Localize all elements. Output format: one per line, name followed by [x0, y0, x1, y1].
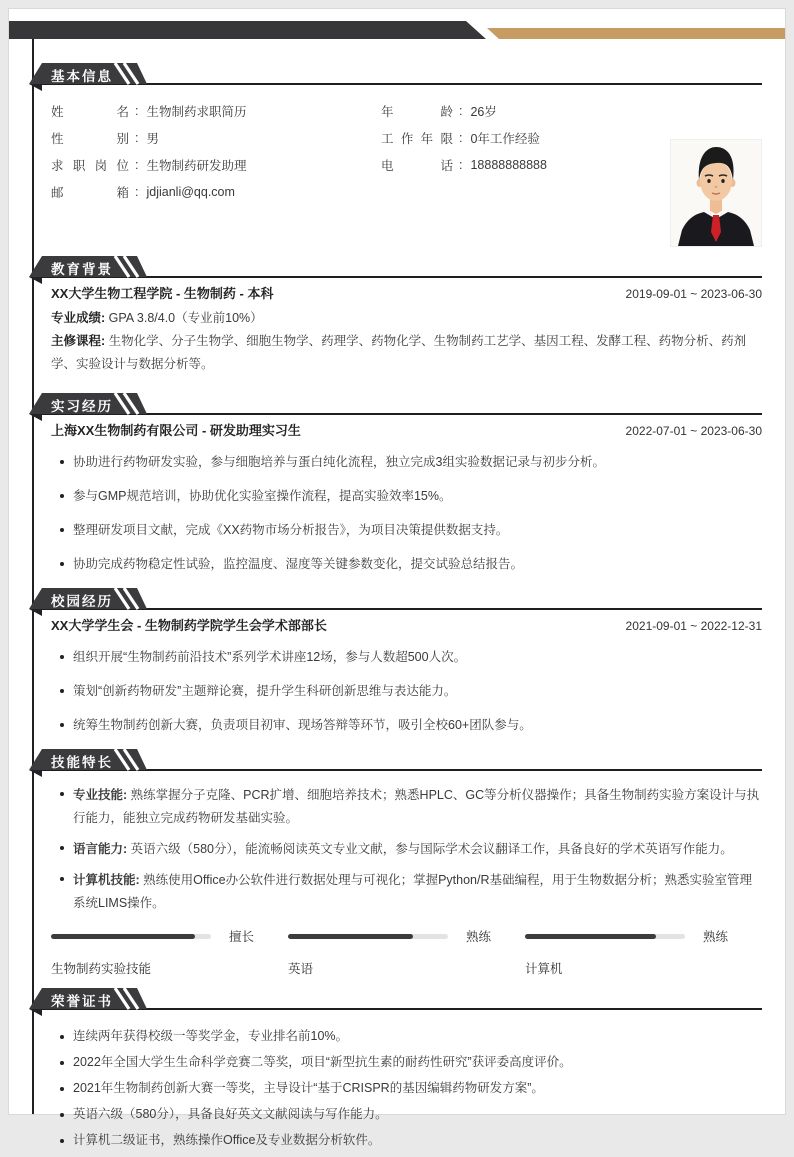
internship-date: 2022-07-01 ~ 2023-06-30: [625, 424, 762, 438]
field-value: jdjianli@qq.com: [146, 184, 235, 199]
field-email: [51, 178, 381, 205]
section-title: 教育背景: [51, 262, 113, 277]
field-label: 工作年限: [381, 131, 453, 146]
bullet-item: 2021年生物制药创新大赛一等奖，主导设计“基于CRISPR的基因编辑药物研发方案”。: [51, 1079, 762, 1098]
skill-item: [51, 869, 762, 915]
honors-body: [9, 1009, 785, 1150]
skill-item: [51, 838, 762, 861]
skill-label: 计算机技能:: [73, 873, 140, 887]
skill-text: 熟练使用Office办公软件进行数据处理与可视化；掌握Python/R基础编程，用于生物数据分析；熟悉实验室管理系统LIMS操作。: [73, 873, 752, 910]
section-header-honors: [21, 988, 762, 1009]
field-colon: :: [135, 103, 139, 118]
education-school: XX大学生物工程学院 - 生物制药 - 本科: [51, 286, 274, 301]
section-title: 基本信息: [51, 69, 113, 84]
internship-body: [9, 414, 785, 574]
skill-bar-col: [288, 927, 525, 977]
skill-level: 熟练: [703, 930, 729, 944]
section-title: 荣誉证书: [51, 994, 113, 1009]
gpa-value: GPA 3.8/4.0（专业前10%）: [108, 311, 263, 325]
bullet-item: 2022年全国大学生生命科学竞赛二等奖，项目“新型抗生素的耐药性研究”获评委高度评价。: [51, 1053, 762, 1072]
field-colon: :: [135, 130, 139, 145]
bullet-item: 连续两年获得校级一等奖学金，专业排名前10%。: [51, 1027, 762, 1046]
skill-bar-fill: [51, 934, 195, 939]
bullet-item: 英语六级（580分），具备良好英文文献阅读与写作能力。: [51, 1105, 762, 1124]
bullet-item: 协助进行药物研发实验，参与细胞培养与蛋白纯化流程，独立完成3组实验数据记录与初步分析。: [51, 452, 762, 472]
education-courses-line: [51, 330, 762, 376]
skill-bar-track: [288, 934, 448, 939]
courses-label: 主修课程:: [51, 334, 106, 348]
section-header-internship: [21, 393, 762, 414]
portrait-illustration: [671, 140, 761, 246]
field-colon: :: [459, 157, 463, 172]
skill-label: 语言能力:: [73, 842, 128, 856]
field-value: 26岁: [470, 104, 497, 119]
field-label: 电话: [381, 158, 453, 173]
field-phone: [381, 151, 631, 178]
skill-level: 熟练: [466, 930, 492, 944]
bullet-item: 协助完成药物稳定性试验，监控温度、湿度等关键参数变化，提交试验总结报告。: [51, 554, 762, 574]
field-label: 性别: [51, 131, 129, 146]
field-label: 年龄: [381, 104, 453, 119]
section-ribbon: [21, 393, 171, 422]
section-ribbon: [21, 256, 171, 285]
resume-sheet: [8, 8, 786, 1147]
education-date: 2019-09-01 ~ 2023-06-30: [625, 287, 762, 301]
skill-level: 擅长: [229, 930, 255, 944]
field-gender: [51, 124, 381, 151]
skills-body: [9, 770, 785, 915]
field-value: 生物制药研发助理: [146, 158, 247, 173]
skill-label: 专业技能:: [73, 788, 128, 802]
bullet-item: 参与GMP规范培训，协助优化实验室操作流程，提高实验效率15%。: [51, 486, 762, 506]
skill-text: 熟练掌握分子克隆、PCR扩增、细胞培养技术；熟悉HPLC、GC等分析仪器操作；具备生物制药实验方案设计与执行能力，能独立完成药物研发基础实验。: [73, 788, 760, 825]
campus-body: [9, 609, 785, 735]
skill-bar-col: [525, 927, 762, 977]
skill-bar-track: [525, 934, 685, 939]
bullet-item: 组织开展“生物制药前沿技术”系列学术讲座12场，参与人数超500人次。: [51, 647, 762, 667]
section-header-skills: [21, 749, 762, 770]
bullet-item: 统筹生物制药创新大赛，负责项目初审、现场答辩等环节，吸引全校60+团队参与。: [51, 715, 762, 735]
section-title: 校园经历: [51, 594, 113, 609]
skill-name: 生物制药实验技能: [51, 962, 152, 976]
skill-bar-fill: [525, 934, 656, 939]
skill-bar-track: [51, 934, 211, 939]
field-label: 邮箱: [51, 185, 129, 200]
internship-org: 上海XX生物制药有限公司 - 研发助理实习生: [51, 423, 301, 438]
basic-info-body: [9, 84, 785, 241]
bullet-item: 整理研发项目文献，完成《XX药物市场分析报告》，为项目决策提供数据支持。: [51, 520, 762, 540]
field-label: 姓名: [51, 104, 129, 119]
section-header-basic: [21, 63, 762, 84]
section-header-campus: [21, 588, 762, 609]
skill-name: 英语: [288, 962, 314, 976]
courses-value: 生物化学、分子生物学、细胞生物学、药理学、药物化学、生物制药工艺学、基因工程、发酵工程、药物分析、药剂学、实验设计与数据分析等。: [51, 334, 747, 371]
field-label: 求职岗位: [51, 158, 129, 173]
field-colon: :: [135, 157, 139, 172]
bullet-item: 计算机二级证书，熟练操作Office及专业数据分析软件。: [51, 1131, 762, 1150]
skill-bar-col: [51, 927, 288, 977]
field-work-years: [381, 124, 631, 151]
profile-photo: [670, 139, 762, 247]
education-body: [9, 277, 785, 376]
field-value: 0年工作经验: [470, 131, 540, 146]
field-colon: :: [459, 103, 463, 118]
field-colon: :: [135, 184, 139, 199]
field-target-position: [51, 151, 381, 178]
field-age: [381, 97, 631, 124]
field-value: 生物制药求职简历: [146, 104, 247, 119]
skill-item: [51, 784, 762, 830]
campus-date: 2021-09-01 ~ 2022-12-31: [625, 619, 762, 633]
education-gpa-line: [51, 307, 762, 330]
field-colon: :: [459, 130, 463, 145]
section-title: 技能特长: [51, 755, 113, 770]
skill-name: 计算机: [525, 962, 563, 976]
gpa-label: 专业成绩:: [51, 311, 106, 325]
skill-bars: [51, 927, 762, 977]
section-title: 实习经历: [51, 399, 113, 414]
field-value: 18888888888: [470, 157, 547, 172]
field-value: 男: [146, 131, 159, 146]
section-header-education: [21, 256, 762, 277]
section-ribbon: [21, 749, 171, 778]
campus-org: XX大学学生会 - 生物制药学院学生会学术部部长: [51, 618, 327, 633]
section-ribbon: [21, 588, 171, 617]
skill-bar-fill: [288, 934, 413, 939]
field-name: [51, 97, 381, 124]
section-ribbon: [21, 988, 171, 1017]
bullet-item: 策划“创新药物研发”主题辩论赛，提升学生科研创新思维与表达能力。: [51, 681, 762, 701]
skill-text: 英语六级（580分），能流畅阅读英文专业文献，参与国际学术会议翻译工作，具备良好的学术英语写作能力。: [130, 842, 733, 856]
